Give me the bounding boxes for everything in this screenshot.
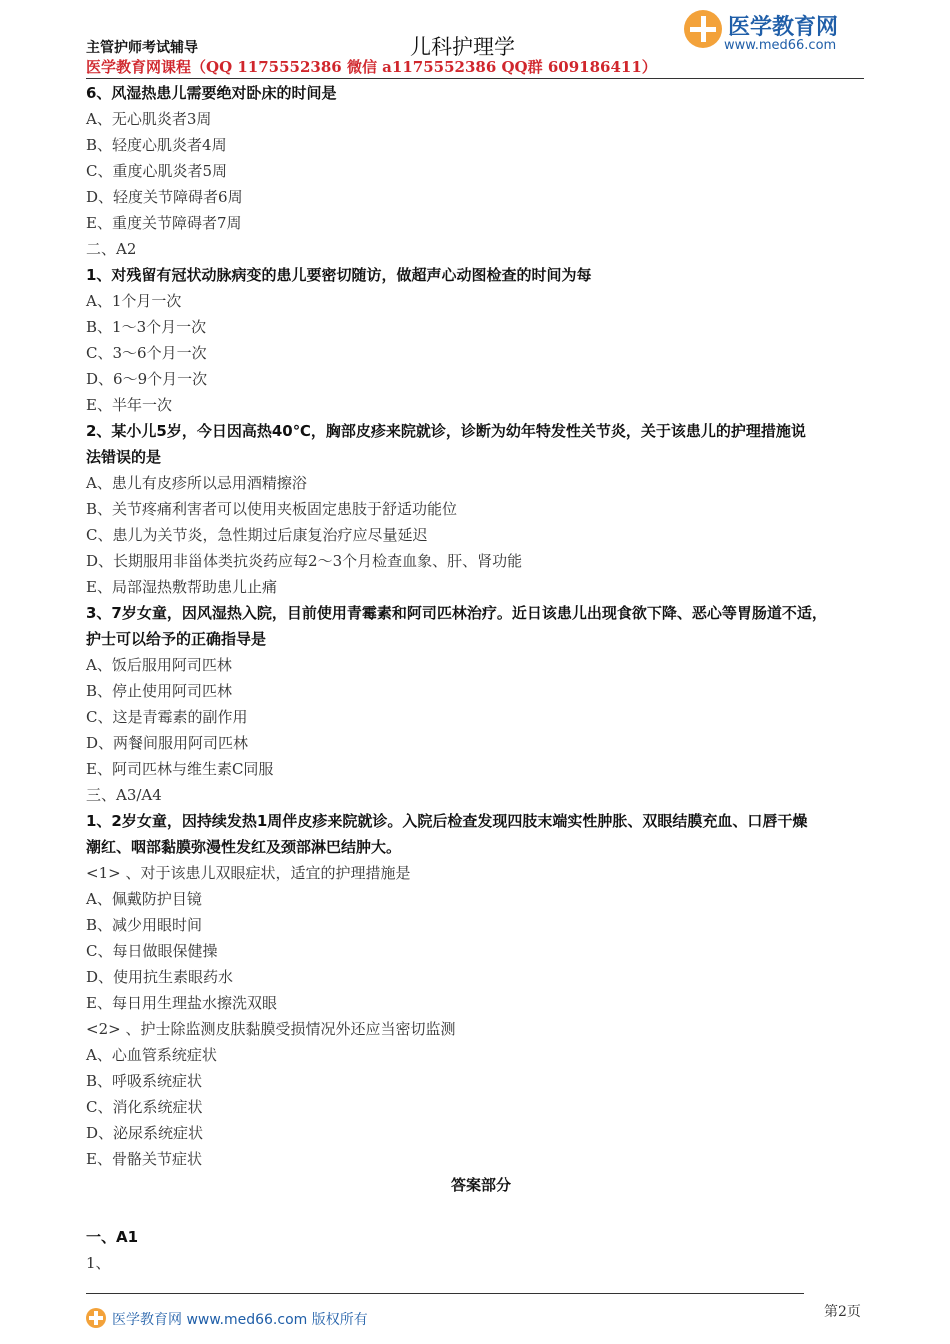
question-text-continued: 护士可以给予的正确指导是 bbox=[86, 630, 267, 648]
brand-logo[interactable] bbox=[684, 10, 864, 56]
option-b: B、停止使用阿司匹林 bbox=[86, 682, 233, 700]
option-b: B、轻度心肌炎者4周 bbox=[86, 136, 227, 154]
footer-divider bbox=[86, 1293, 804, 1294]
option-d: D、轻度关节障碍者6周 bbox=[86, 188, 243, 206]
option-d: D、泌尿系统症状 bbox=[86, 1124, 204, 1142]
logo-url: www.med66.com bbox=[724, 38, 837, 53]
spacer bbox=[86, 1198, 876, 1224]
option-a: A、1个月一次 bbox=[86, 292, 182, 310]
option-b: B、减少用眼时间 bbox=[86, 916, 203, 934]
page-title: 儿科护理学 bbox=[410, 35, 515, 59]
option-e: E、重度关节障碍者7周 bbox=[86, 214, 242, 232]
option-b: B、1～3个月一次 bbox=[86, 318, 207, 336]
header-course-contact: 医学教育网课程（QQ 1175552386 微信 a1175552386 QQ群 609186411） bbox=[86, 58, 657, 76]
header-subject-label: 主管护师考试辅导 bbox=[86, 40, 198, 56]
logo-name: 医学教育网 bbox=[728, 15, 839, 40]
answer-item: 1、 bbox=[86, 1254, 111, 1272]
option-d: D、6～9个月一次 bbox=[86, 370, 208, 388]
option-c: C、重度心肌炎者5周 bbox=[86, 162, 228, 180]
option-e: E、每日用生理盐水擦洗双眼 bbox=[86, 994, 277, 1012]
case-text-continued: 潮红、咽部黏膜弥漫性发红及颈部淋巴结肿大。 bbox=[86, 838, 402, 856]
question-text: 3、7岁女童，因风湿热入院，目前使用青霉素和阿司匹林治疗。近日该患儿出现食欲下降、恶心等胃肠道不适， bbox=[86, 604, 827, 622]
option-c: C、消化系统症状 bbox=[86, 1098, 203, 1116]
option-d: D、两餐间服用阿司匹林 bbox=[86, 734, 249, 752]
document-body bbox=[86, 80, 876, 1276]
option-a: A、饭后服用阿司匹林 bbox=[86, 656, 232, 674]
option-c: C、患儿为关节炎，急性期过后康复治疗应尽量延迟 bbox=[86, 526, 428, 544]
option-b: B、关节疼痛利害者可以使用夹板固定患肢于舒适功能位 bbox=[86, 500, 458, 518]
answers-heading: 答案部分 bbox=[450, 1176, 511, 1194]
footer-copyright[interactable]: 医学教育网 www.med66.com 版权所有 bbox=[112, 1312, 368, 1328]
question-text: 2、某小儿5岁，今日因高热40℃，胸部皮疹来院就诊，诊断为幼年特发性关节炎，关于该患儿的护理措施说 bbox=[86, 422, 806, 440]
section-heading-a2: 二、A2 bbox=[86, 240, 137, 258]
question-text-continued: 法错误的是 bbox=[86, 448, 162, 466]
option-c: C、3～6个月一次 bbox=[86, 344, 207, 362]
option-e: E、阿司匹林与维生素C同服 bbox=[86, 760, 274, 778]
sub-question: <2> 、护士除监测皮肤黏膜受损情况外还应当密切监测 bbox=[86, 1020, 456, 1038]
section-heading-a3a4: 三、A3/A4 bbox=[86, 786, 162, 804]
option-a: A、无心肌炎者3周 bbox=[86, 110, 212, 128]
question-text: 6、风湿热患儿需要绝对卧床的时间是 bbox=[86, 84, 337, 102]
option-e: E、骨骼关节症状 bbox=[86, 1150, 202, 1168]
option-a: A、心血管系统症状 bbox=[86, 1046, 217, 1064]
question-text: 1、对残留有冠状动脉病变的患儿要密切随访，做超声心动图检查的时间为每 bbox=[86, 266, 592, 284]
option-e: E、半年一次 bbox=[86, 396, 172, 414]
cross-circle-icon bbox=[684, 10, 722, 48]
option-b: B、呼吸系统症状 bbox=[86, 1072, 203, 1090]
cross-circle-icon bbox=[86, 1308, 106, 1328]
answers-section-a1: 一、A1 bbox=[86, 1228, 139, 1246]
case-text: 1、2岁女童，因持续发热1周伴皮疹来院就诊。入院后检查发现四肢末端实性肿胀、双眼结膜充血、口唇干燥 bbox=[86, 812, 808, 830]
page-number: 第2页 bbox=[824, 1304, 861, 1320]
option-c: C、这是青霉素的副作用 bbox=[86, 708, 248, 726]
option-d: D、长期服用非甾体类抗炎药应每2～3个月检查血象、肝、肾功能 bbox=[86, 552, 523, 570]
option-d: D、使用抗生素眼药水 bbox=[86, 968, 234, 986]
option-a: A、患儿有皮疹所以忌用酒精擦浴 bbox=[86, 474, 307, 492]
option-c: C、每日做眼保健操 bbox=[86, 942, 218, 960]
sub-question: <1> 、对于该患儿双眼症状，适宜的护理措施是 bbox=[86, 864, 411, 882]
option-e: E、局部湿热敷帮助患儿止痛 bbox=[86, 578, 277, 596]
option-a: A、佩戴防护目镜 bbox=[86, 890, 202, 908]
header-divider bbox=[86, 78, 864, 79]
